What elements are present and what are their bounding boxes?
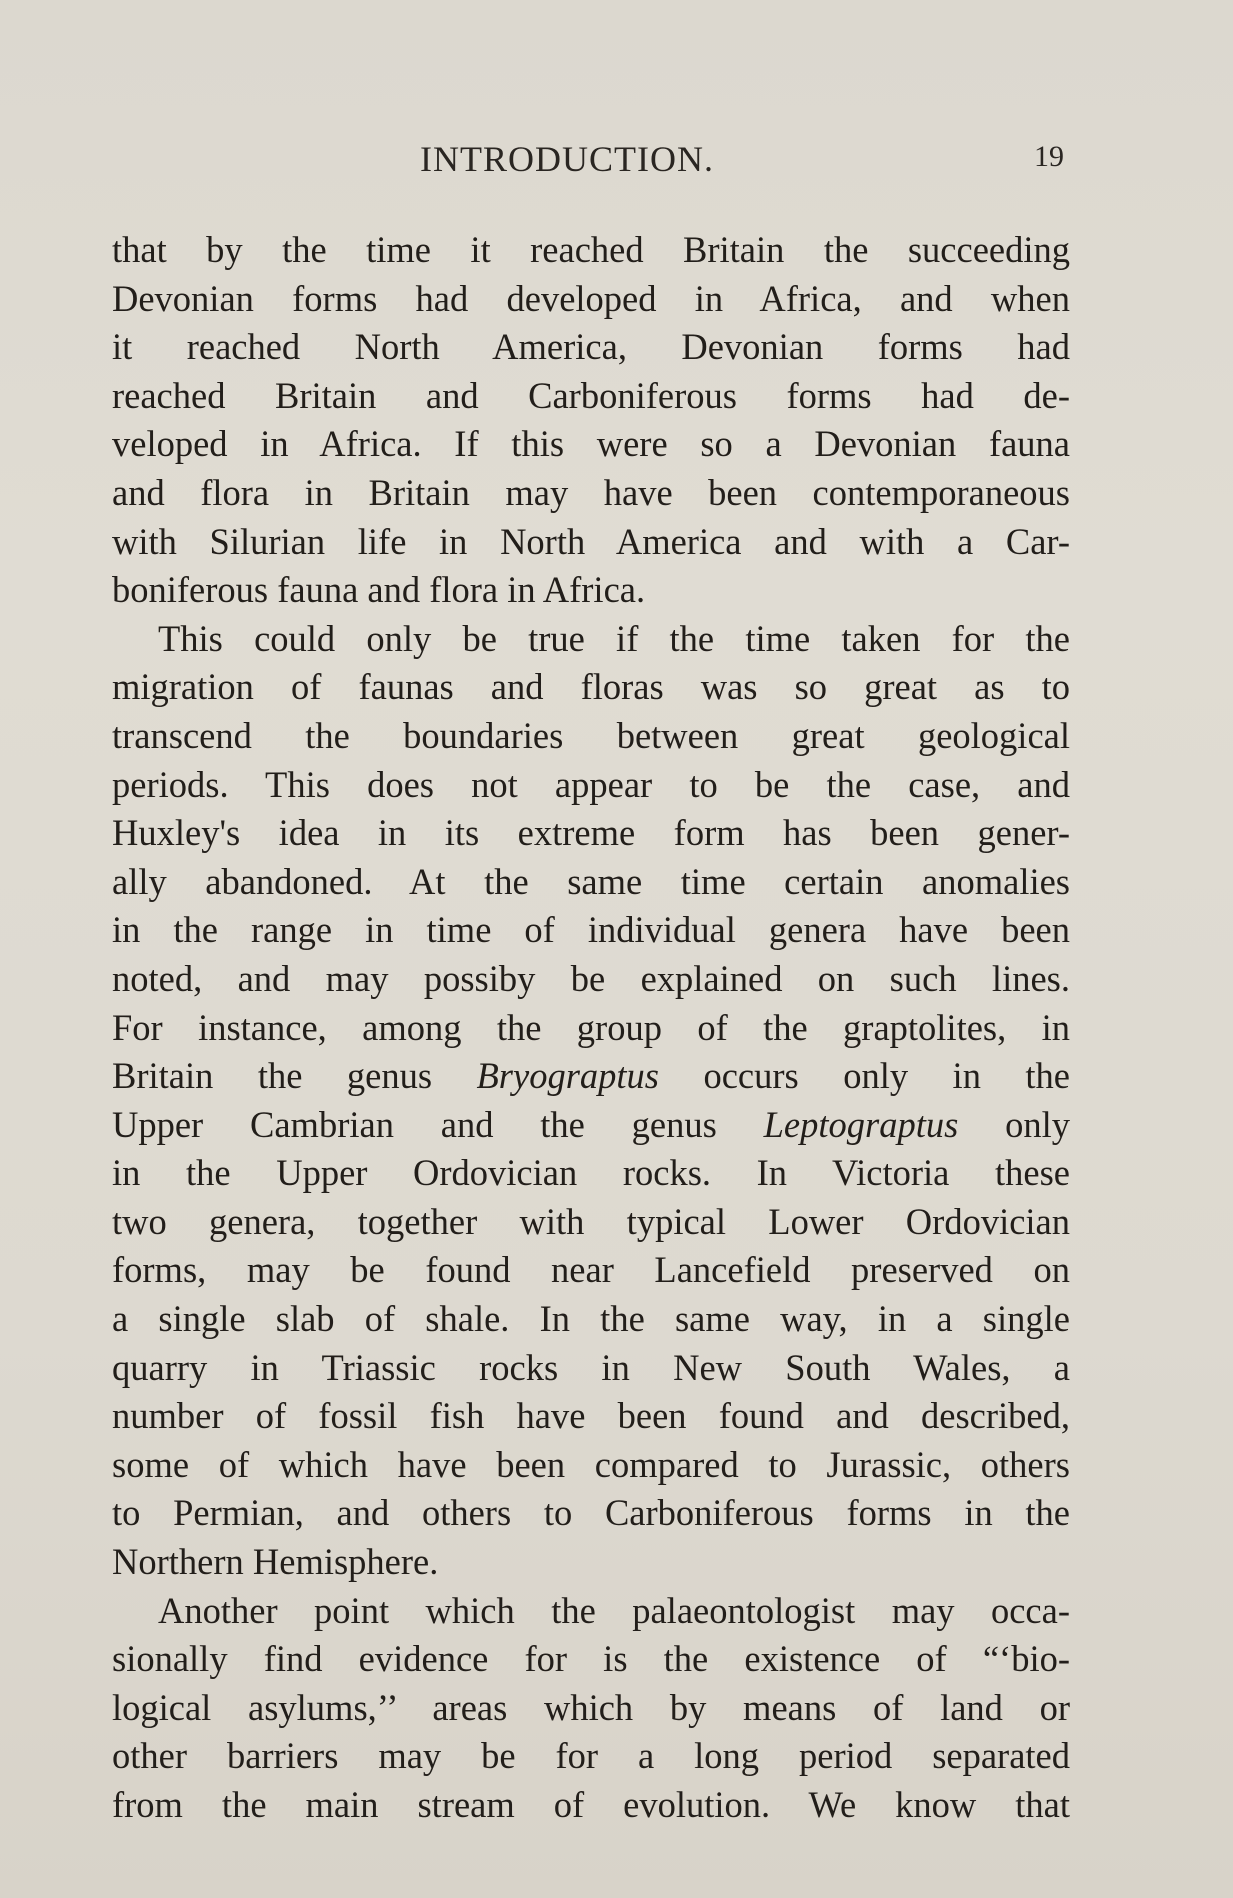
paragraph-end-line: Northern Hemisphere. bbox=[112, 1541, 439, 1583]
text-line-with-genus bbox=[112, 1052, 1070, 1101]
text-line: quarry in Triassic rocks in New South Wales, a bbox=[112, 1346, 1070, 1388]
text-line: migration of faunas and floras was so great as to bbox=[112, 666, 1070, 708]
text-line: two genera, together with typical Lower Ordovician bbox=[112, 1200, 1070, 1242]
text-line: sionally find evidence for is the existence of “‘bio- bbox=[112, 1638, 1070, 1680]
text-line: some of which have been compared to Jurassic, others bbox=[112, 1443, 1070, 1485]
text-line: a single slab of shale. In the same way, in a single bbox=[112, 1298, 1070, 1340]
text-line: ally abandoned. At the same time certain anomalies bbox=[112, 860, 1070, 902]
text-line: in the range in time of individual genera have been bbox=[112, 909, 1070, 951]
text-line: logical asylums,’’ areas which by means of land or bbox=[112, 1686, 1070, 1728]
text-line: For instance, among the group of the graptolites, in bbox=[112, 1006, 1070, 1048]
text-line: and flora in Britain may have been contemporaneous bbox=[112, 471, 1070, 513]
text-line: number of fossil fish have been found and described, bbox=[112, 1395, 1070, 1437]
text-line: it reached North America, Devonian forms had bbox=[112, 326, 1070, 368]
text-line: Huxley's idea in its extreme form has been gener- bbox=[112, 812, 1070, 854]
text-line: from the main stream of evolution. We know that bbox=[112, 1784, 1070, 1825]
text-line: with Silurian life in North America and with a Car- bbox=[112, 520, 1070, 562]
line-segment: Britain the genus bbox=[112, 1055, 477, 1097]
page-header bbox=[0, 138, 1233, 188]
text-line: veloped in Africa. If this were so a Devonian fauna bbox=[112, 423, 1070, 465]
text-line: to Permian, and others to Carboniferous forms in the bbox=[112, 1492, 1070, 1534]
paragraph-end-line: boniferous fauna and flora in Africa. bbox=[112, 569, 646, 611]
text-line: noted, and may possiby be explained on such lines. bbox=[112, 957, 1070, 999]
line-segment: Upper Cambrian and the genus bbox=[112, 1103, 764, 1145]
genus-name-italic: Bryograptus bbox=[476, 1055, 660, 1097]
text-line: in the Upper Ordovician rocks. In Victoria these bbox=[112, 1152, 1070, 1194]
line-segment: only bbox=[958, 1103, 1070, 1145]
genus-name-italic: Leptograptus bbox=[763, 1103, 959, 1145]
text-line: periods. This does not appear to be the case, and bbox=[112, 763, 1070, 805]
running-title: INTRODUCTION. bbox=[420, 139, 714, 179]
text-line: other barriers may be for a long period separated bbox=[112, 1735, 1070, 1777]
paragraph-start-line: This could only be true if the time taken for the bbox=[158, 617, 1070, 659]
text-line-with-genus bbox=[112, 1101, 1070, 1150]
body-text bbox=[112, 226, 1070, 1830]
text-line: Devonian forms had developed in Africa, and when bbox=[112, 277, 1070, 319]
text-line: that by the time it reached Britain the succeeding bbox=[112, 229, 1070, 270]
text-line: reached Britain and Carboniferous forms had de- bbox=[112, 374, 1070, 416]
text-line: transcend the boundaries between great geological bbox=[112, 714, 1070, 756]
paragraph-start-line: Another point which the palaeontologist may occa- bbox=[158, 1589, 1070, 1631]
line-segment: occurs only in the bbox=[659, 1055, 1070, 1097]
text-line: forms, may be found near Lancefield preserved on bbox=[112, 1249, 1070, 1291]
page-number: 19 bbox=[1034, 140, 1064, 173]
